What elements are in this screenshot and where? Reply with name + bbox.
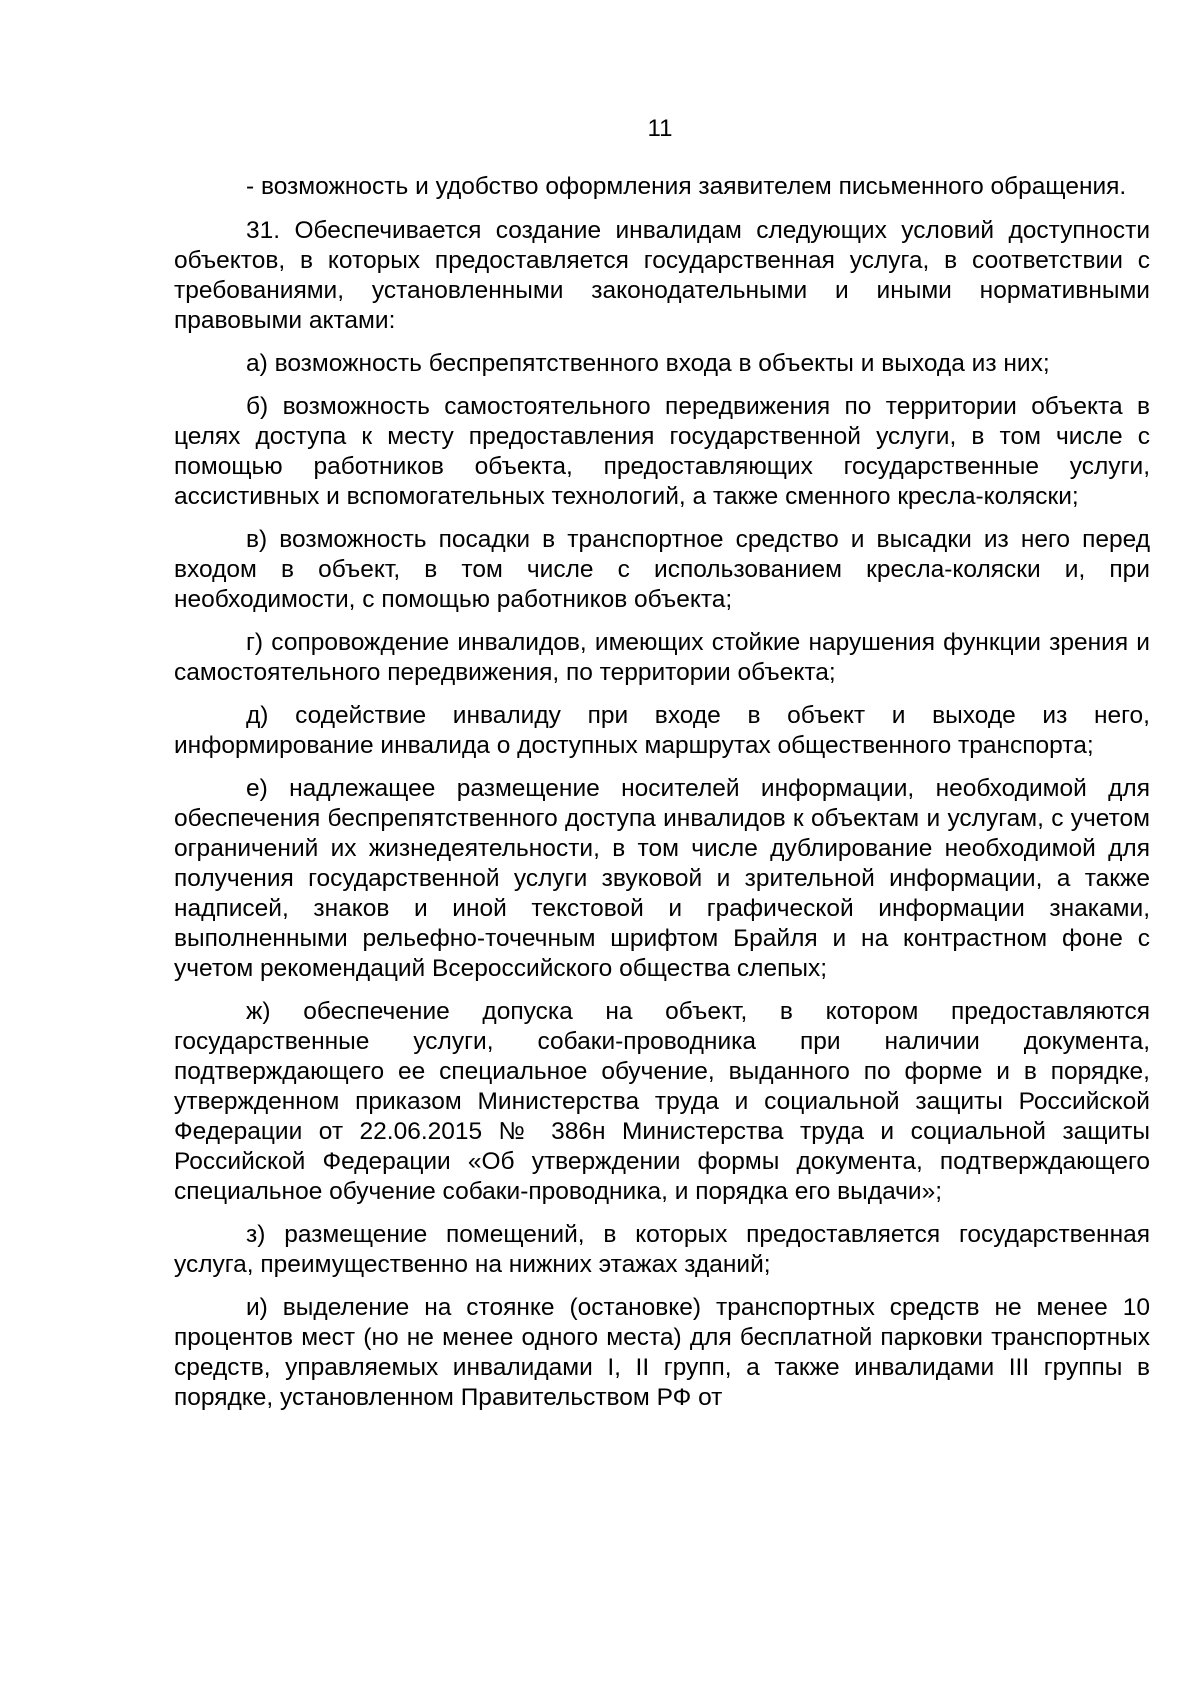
page-number: 11: [647, 115, 673, 142]
paragraph-i: и) выделение на стоянке (остановке) транспортных средств не менее 10 процентов мест (но не менее одного места) для бесплатной парковки транспортных средств, управляемых инвалидами I, II групп, а также инвалидами III группы в порядке, установленном Правительством РФ от: [174, 1294, 1150, 1411]
paragraph-31: 31. Обеспечивается создание инвалидам следующих условий доступности объектов, в которых предоставляется государственная услуга, в соответствии с требованиями, установленными законодательными и иными нормативными правовыми актами:: [174, 217, 1150, 334]
paragraph-d: д) содействие инвалиду при входе в объект и выходе из него, информирование инвалида о доступных маршрутах общественного транспорта;: [174, 702, 1150, 759]
document-body: [174, 172, 1150, 1426]
paragraph-a: а) возможность беспрепятственного входа в объекты и выхода из них;: [246, 350, 1050, 377]
paragraph-e: е) надлежащее размещение носителей информации, необходимой для обеспечения беспрепятственного доступа инвалидов к объектам и услугам, с учетом ограничений их жизнедеятельности, в том числе дублирование необходимой для получения государственной услуги звуковой и зрительной информации, а также надписей, знаков и иной текстовой и графической информации знаками, выполненными рельефно-точечным шрифтом Брайля и на контрастном фоне с учетом рекомендаций Всероссийского общества слепых;: [174, 775, 1150, 982]
paragraph-appeal-convenience: - возможность и удобство оформления заявителем письменного обращения.: [246, 173, 1127, 200]
paragraph-v: в) возможность посадки в транспортное средство и высадки из него перед входом в объект, в том числе с использованием кресла-коляски и, при необходимости, с помощью работников объекта;: [174, 526, 1150, 613]
paragraph-zh: ж) обеспечение допуска на объект, в котором предоставляются государственные услуги, собаки-проводника при наличии документа, подтверждающего ее специальное обучение, выданного по форме и в порядке, утвержденном приказом Министерства труда и социальной защиты Российской Федерации от 22.06.2015 № 386н Министерства труда и социальной защиты Российской Федерации «Об утверждении формы документа, подтверждающего специальное обучение собаки-проводника, и порядка его выдачи»;: [174, 998, 1150, 1205]
paragraph-z: з) размещение помещений, в которых предоставляется государственная услуга, преимущественно на нижних этажах зданий;: [174, 1221, 1150, 1278]
paragraph-g: г) сопровождение инвалидов, имеющих стойкие нарушения функции зрения и самостоятельного передвижения, по территории объекта;: [174, 629, 1150, 686]
paragraph-b: б) возможность самостоятельного передвижения по территории объекта в целях доступа к месту предоставления государственной услуги, в том числе с помощью работников объекта, предоставляющих государственные услуги, ассистивных и вспомогательных технологий, а также сменного кресла-коляски;: [174, 393, 1150, 510]
